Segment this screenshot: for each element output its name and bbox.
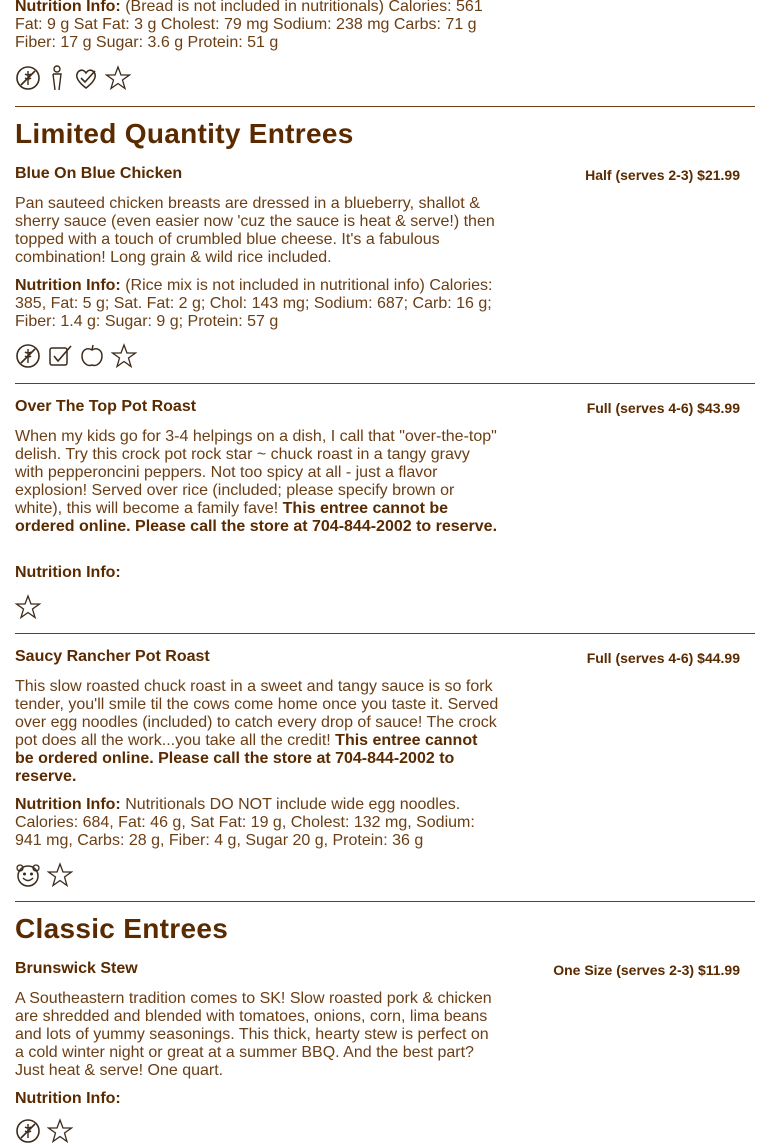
checkbox-icon bbox=[47, 343, 73, 369]
section-title-limited-quantity: Limited Quantity Entrees bbox=[15, 118, 354, 149]
star-icon[interactable] bbox=[47, 1118, 73, 1144]
divider bbox=[15, 901, 755, 902]
nutrition-info: Nutrition Info: Nutritionals DO NOT include wide egg noodles. Calories: 684, Fat: 46 g, Sat Fat: 19 g, Cholest: 132 mg, Sodium: 941 mg, Carbs: 28 g, Fiber: 4 g, Sugar 20 g, Protein: 36 g bbox=[15, 796, 475, 849]
menu-item-header bbox=[15, 165, 755, 195]
apple-icon bbox=[79, 343, 105, 369]
item-description-block bbox=[15, 990, 755, 1080]
star-icon[interactable] bbox=[15, 594, 41, 620]
item-name[interactable]: Blue On Blue Chicken bbox=[15, 165, 183, 182]
diet-icons bbox=[15, 343, 137, 369]
gluten-free-icon bbox=[15, 65, 41, 91]
item-description: Pan sauteed chicken breasts are dressed in a blueberry, shallot & sherry sauce (even easier now 'cuz the sauce is heat & serve!) then topped with a touch of crumbled blue cheese. It's a fabulous combination! Long grain & wild rice included. bbox=[15, 195, 495, 266]
menu-item-header bbox=[15, 398, 755, 428]
star-icon[interactable] bbox=[105, 65, 131, 91]
previous-item bbox=[15, 0, 755, 52]
nutrition-info: Nutrition Info: (Rice mix is not included in nutritional info) Calories: 385, Fat: 5 g; Sat. Fat: 2 g; Chol: 143 mg; Sodium: 687; Carb: 16 g; Fiber: 1.4 g: Sugar: 9 g; Protein: 57 g bbox=[15, 277, 493, 330]
heart-check-icon bbox=[73, 65, 99, 91]
person-icon bbox=[47, 65, 67, 91]
diet-icons bbox=[15, 594, 41, 620]
item-price: Half (serves 2-3) $21.99 bbox=[585, 167, 740, 183]
divider bbox=[15, 106, 755, 107]
item-price: Full (serves 4-6) $44.99 bbox=[586, 650, 740, 666]
item-price: One Size (serves 2-3) $11.99 bbox=[553, 962, 740, 978]
nutrition-block bbox=[15, 796, 755, 850]
star-icon[interactable] bbox=[111, 343, 137, 369]
menu-item-header bbox=[15, 960, 755, 990]
item-description: A Southeastern tradition comes to SK! Slow roasted pork & chicken are shredded and blended with tomatoes, onions, corn, lima beans and lots of yummy seasonings. This thick, hearty stew is perfect on a cold winter night or great at a summer BBQ. And the best part? Just heat & serve! One quart. bbox=[15, 990, 492, 1079]
nutrition-block bbox=[15, 1090, 755, 1108]
nutrition-block bbox=[15, 277, 755, 331]
order-note: This entree cannot be ordered online. Please call the store at 704-844-2002 to reserve. bbox=[15, 732, 478, 785]
divider bbox=[15, 383, 755, 384]
diet-icons bbox=[15, 1118, 73, 1144]
gluten-free-icon bbox=[15, 1118, 41, 1144]
section-title-classic-entrees: Classic Entrees bbox=[15, 913, 229, 944]
item-description: This slow roasted chuck roast in a sweet and tangy sauce is so fork tender, you'll smile til the cows come home once you taste it. Served over egg noodles (included) to catch every drop of sauce! The crock pot does all the work...you take all the credit! This entree cannot be ordered online. Please call the store at 704-844-2002 to reserve. bbox=[15, 678, 499, 785]
diet-icons bbox=[15, 862, 73, 888]
divider bbox=[15, 633, 755, 634]
menu-item-header bbox=[15, 648, 755, 678]
item-description: When my kids go for 3-4 helpings on a dish, I call that "over-the-top" delish. Try this crock pot rock star ~ chuck roast in a tangy gravy with pepperoncini peppers. Not too spicy at all - just a flavor explosion! Served over rice (included; please specify brown or white), this will become a family fave! This entree cannot be ordered online. Please call the store at 704-844-2002 to reserve. bbox=[15, 428, 498, 535]
item-name[interactable]: Brunswick Stew bbox=[15, 960, 138, 977]
nutrition-info: Nutrition Info: bbox=[15, 1090, 121, 1107]
gluten-free-icon bbox=[15, 343, 41, 369]
item-description-block bbox=[15, 428, 755, 536]
kid-face-icon bbox=[15, 862, 41, 888]
item-description-block bbox=[15, 678, 755, 786]
item-name[interactable]: Over The Top Pot Roast bbox=[15, 398, 197, 415]
diet-icons bbox=[15, 65, 131, 91]
nutrition-info: Nutrition Info: bbox=[15, 564, 121, 581]
item-description-block bbox=[15, 195, 755, 267]
order-note: This entree cannot be ordered online. Please call the store at 704-844-2002 to reserve. bbox=[15, 500, 498, 535]
nutrition-info: Nutrition Info: (Bread is not included in nutritionals) Calories: 561 Fat: 9 g Sat Fat: 3 g Cholest: 79 mg Sodium: 238 mg Carbs: 71 g Fiber: 17 g Sugar: 3.6 g Protein: 51 g bbox=[15, 0, 483, 51]
item-price: Full (serves 4-6) $43.99 bbox=[586, 400, 740, 416]
nutrition-block bbox=[15, 564, 755, 582]
star-icon[interactable] bbox=[47, 862, 73, 888]
item-name[interactable]: Saucy Rancher Pot Roast bbox=[15, 648, 210, 665]
